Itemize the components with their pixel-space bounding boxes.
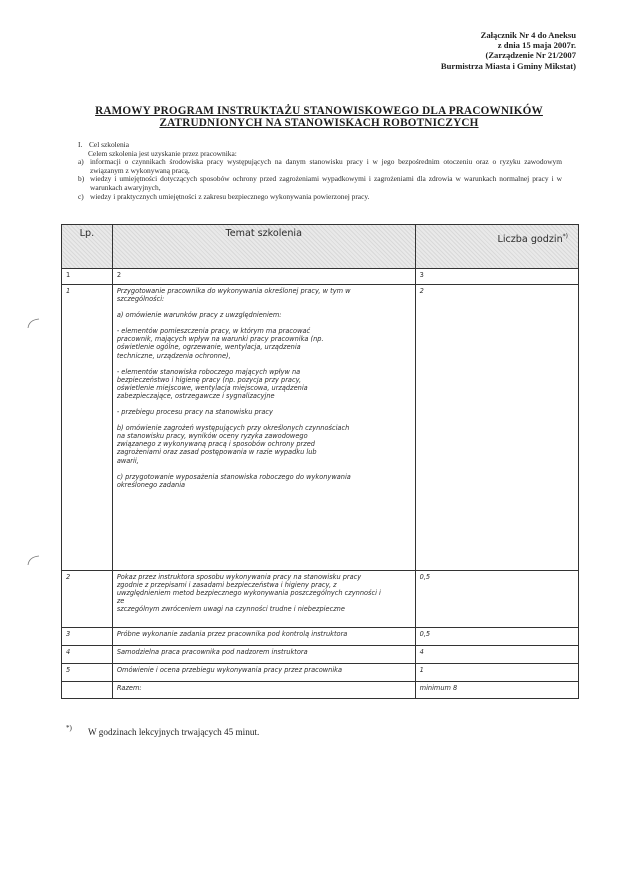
- topic-line: techniczne, urządzenia ochronne),: [116, 351, 231, 360]
- topic-line: awarii,: [116, 456, 139, 465]
- topic-line: - elementów stanowiska roboczego mających wpływ na: [116, 367, 301, 376]
- punch-hole-mark: [26, 553, 40, 567]
- attachment-note-line: z dnia 15 maja 2007r.: [497, 40, 576, 51]
- goal-intro: Celem szkolenia jest uzyskanie przez pracownika:: [88, 148, 237, 158]
- goal-item: [78, 193, 562, 202]
- total-empty-cell: [62, 682, 113, 699]
- goal-item: [78, 175, 562, 192]
- topic-line: bezpieczeństwo i higienę pracy (np. pozycja przy pracy,: [116, 375, 302, 384]
- topic-line: ze: [116, 597, 125, 606]
- topic-line: oświetlenie ogólne, ogrzewanie, wentylacja, urządzenia: [116, 343, 301, 352]
- column-index-cell: 3: [415, 269, 578, 285]
- title-line: RAMOWY PROGRAM INSTRUKTAŻU STANOWISKOWEGO DLA PRACOWNIKÓW: [95, 105, 543, 117]
- topic-line: związanego z wykonywaną pracą i sposobów ochrony przed: [116, 440, 315, 449]
- topic-line: Próbne wykonanie zadania przez pracownika pod kontrolą instruktora: [116, 630, 348, 638]
- footnote-marker: *): [562, 233, 568, 240]
- goal-heading-text: Cel szkolenia: [89, 140, 130, 149]
- row-number: 2: [62, 571, 113, 628]
- column-index-cell: 1: [62, 269, 113, 285]
- topic-line: b) omówienie zagrożeń występujących przy określonych czynnościach: [116, 424, 350, 433]
- topic-line: uwzględnieniem metod bezpiecznego wykonywania poszczególnych czynności i: [116, 589, 381, 598]
- column-index-cell: 2: [112, 269, 415, 285]
- table-header-row: [62, 225, 579, 269]
- attachment-note-line: Burmistrza Miasta i Gminy Mikstat): [440, 60, 576, 71]
- row-number: 3: [62, 628, 113, 646]
- training-goal-section: [76, 141, 562, 201]
- topic-line: określonego zadania: [116, 480, 186, 489]
- row-topic: [112, 628, 415, 646]
- column-header-lp: Lp.: [62, 225, 113, 269]
- topic-line: oświetlenie miejscowe, wentylacja miejscowa, urządzenia: [116, 383, 308, 392]
- total-label: Razem:: [112, 682, 415, 699]
- hours-header-text: Liczba godzin: [497, 234, 563, 246]
- goal-item-text: informacji o czynnikach środowiska pracy występujących na danym stanowisku pracy i w jego bezpośrednim otoczeniu oraz o ryzyku zawodowym związanym z wykonywaną pracą,: [90, 157, 562, 175]
- row-topic: [112, 285, 415, 571]
- attachment-note-line: Załącznik Nr 4 do Aneksu: [480, 30, 576, 40]
- table-row: [62, 571, 579, 628]
- attachment-note: [441, 30, 576, 71]
- topic-line: c) przygotowanie wyposażenia stanowiska roboczego do wykonywania: [116, 472, 351, 481]
- goal-item-letter: c): [78, 191, 84, 201]
- topic-line: Samodzielna praca pracownika pod nadzorem instruktora: [116, 648, 308, 656]
- column-header-hours: [415, 225, 578, 269]
- footnote: [66, 724, 260, 738]
- goal-item-text: wiedzy i umiejętności dotyczących sposobów ochrony przed zagrożeniami wypadkowymi i zagrożeniami dla zdrowia w warunkach normalnej pracy i w warunkach awaryjnych,: [90, 174, 562, 192]
- topic-line: zagrożeniami oraz zasad postępowania w razie wypadku lub: [116, 448, 317, 457]
- topic-line: zabezpieczające, ostrzegawcze i sygnalizacyjne: [116, 391, 275, 400]
- topic-line: na stanowisku pracy, wyników oceny ryzyka zawodowego: [116, 432, 308, 441]
- row-number: 4: [62, 646, 113, 664]
- row-hours: 0,5: [415, 628, 578, 646]
- topic-line: zgodnie z przepisami i zasadami bezpieczeństwa i higieny pracy, z: [116, 581, 337, 590]
- goal-number: I.: [78, 140, 83, 149]
- attachment-note-line: (Zarządzenie Nr 21/2007: [485, 50, 576, 61]
- row-topic: [112, 664, 415, 682]
- topic-line: pracownik, mających wpływ na warunki pracy pracownika (np.: [116, 335, 324, 344]
- topic-line: a) omówienie warunków pracy z uwzględnieniem:: [116, 311, 282, 320]
- column-index-row: [62, 269, 579, 285]
- row-topic: [112, 571, 415, 628]
- table-row: [62, 628, 579, 646]
- row-hours: 4: [415, 646, 578, 664]
- table-row: [62, 285, 579, 571]
- topic-line: - elementów pomieszczenia pracy, w którym ma pracować: [116, 327, 311, 336]
- row-number: 1: [62, 285, 113, 571]
- row-hours: 2: [415, 285, 578, 571]
- document-title: [60, 105, 578, 129]
- topic-line: Omówienie i ocena przebiegu wykonywania pracy przez pracownika: [116, 666, 343, 674]
- footnote-mark: *): [66, 724, 72, 732]
- training-program-table: [61, 224, 579, 699]
- topic-line: Pokaz przez instruktora sposobu wykonywania pracy na stanowisku pracy: [116, 573, 362, 581]
- title-line: ZATRUDNIONYCH NA STANOWISKACH ROBOTNICZYCH: [159, 117, 479, 129]
- footnote-text: W godzinach lekcyjnych trwających 45 minut.: [88, 727, 260, 737]
- goal-item-text: wiedzy i praktycznych umiejętności z zakresu bezpiecznego wykonywania powierzonej pracy.: [90, 191, 370, 201]
- row-topic: [112, 646, 415, 664]
- punch-hole-mark: [26, 316, 40, 330]
- goal-item-letter: a): [78, 157, 84, 167]
- topic-line: szczególnym zwróceniem uwagi na czynności trudne i niebezpieczne: [116, 605, 345, 614]
- total-hours: minimum 8: [415, 682, 578, 699]
- table-total-row: [62, 682, 579, 699]
- row-hours: 1: [415, 664, 578, 682]
- column-header-topic: Temat szkolenia: [112, 225, 415, 269]
- topic-line: Przygotowanie pracownika do wykonywania określonej pracy, w tym w: [116, 287, 351, 295]
- topic-line: - przebiegu procesu pracy na stanowisku pracy: [116, 408, 273, 417]
- row-number: 5: [62, 664, 113, 682]
- goal-item-letter: b): [78, 174, 85, 184]
- topic-line: szczególności:: [116, 295, 165, 304]
- row-hours: 0,5: [415, 571, 578, 628]
- goal-item: [78, 158, 562, 175]
- table-row: [62, 664, 579, 682]
- table-row: [62, 646, 579, 664]
